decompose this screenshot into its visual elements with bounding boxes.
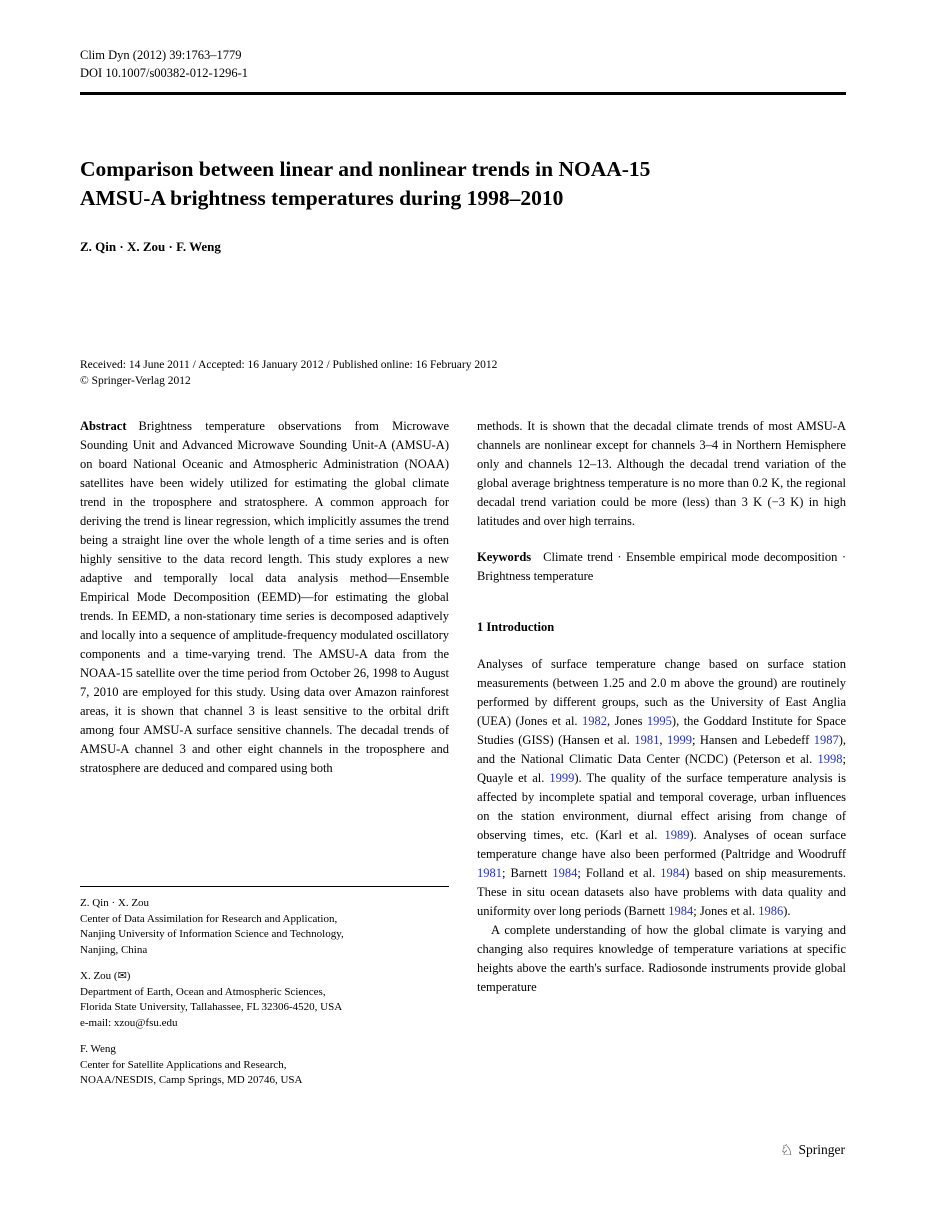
text-run: ), and the National Climatic Data Center (NCDC) (Peterson et al. (477, 732, 847, 766)
text-line: Department of Earth, Ocean and Atmospheric Sciences, (80, 985, 326, 998)
copyright-line: © Springer-Verlag 2012 (80, 374, 191, 387)
footnote-area (80, 886, 449, 1089)
authors-line: Z. Qin · X. Zou · F. Weng (80, 238, 221, 254)
citation-link[interactable]: 1999 (549, 770, 575, 785)
citation-link[interactable]: 1995 (646, 713, 672, 728)
keywords-text: Climate trend · Ensemble empirical mode decomposition · Brightness temperature (477, 549, 846, 583)
citation-link[interactable]: 1981 (477, 865, 502, 880)
abstract-text: Brightness temperature observations from Microwave Sounding Unit and Advanced Microwave Sounding Unit-A (AMSU-A) on board National Oceanic and Atmospheric Administration (NOAA) satellites have been widely utilized for estimating the global climate trend in the troposphere and stratosphere. A common approach for deriving the trend is linear regression, which implicitly assumes the trend being a straight line over the whole length of a time series and is often highly sensitive to the data record length. This study explores a new adaptive and temporally local data analysis method—Ensemble Empirical Mode Decomposition (EEMD)—for estimating the global trends. In EEMD, a non-stationary time series is decomposed adaptively and locally into a sequence of amplitude-frequency modulated oscillatory components and a time-varying trend. The AMSU-A data from the NOAA-15 satellite over the time period from October 26, 1998 to August 7, 2010 are employed for this study. Using data over Amazon rainforest areas, it is shown that channel 3 is least sensitive to the orbital drift among four AMSU-A surface sensitive channels. The decadal trends of AMSU-A channel 3 and other eight channels in the troposphere and stratosphere are deduced and compared using both (80, 418, 449, 775)
affiliation-block-3 (80, 1042, 449, 1089)
springer-knight-icon: ♘ (780, 1140, 794, 1159)
text-run: , Jones (607, 713, 647, 728)
keywords-label: Keywords (477, 549, 532, 564)
citation-link[interactable]: 1999 (666, 732, 692, 747)
text-run: , (659, 732, 667, 747)
text-line: Z. Qin · X. Zou (80, 897, 150, 909)
text-line: Nanjing, China (80, 943, 148, 956)
citation-link[interactable]: 1981 (634, 732, 660, 747)
text-run: ; Hansen and Lebedeff (691, 732, 814, 747)
text-run: ). The quality of the surface temperature analysis is affected by incomplete spatial and temporal coverage, urban influences on the station environment, diurnal effect arising from change of observing times, etc. (Karl et al. (477, 770, 846, 842)
text-line: Comparison between linear and nonlinear trends in NOAA-15 (80, 156, 651, 181)
text-run: Analyses of surface temperature change based on surface station measurements (between 1.25 and 2.0 m above the ground) are routinely performed by different groups, such as the University of East Anglia (UEA) (Jones et al. (477, 656, 846, 728)
text-run: ). (783, 903, 791, 918)
springer-wordmark: Springer (798, 1142, 845, 1157)
received-accepted-line: Received: 14 June 2011 / Accepted: 16 January 2012 / Published online: 16 February 2012 (80, 358, 498, 371)
text-line: Center for Satellite Applications and Research, (80, 1058, 287, 1071)
affiliation-block-2 (80, 969, 449, 1031)
text-run: ; Barnett (502, 865, 553, 880)
text-line: F. Weng (80, 1043, 116, 1055)
doi-line: DOI 10.1007/s00382-012-1296-1 (80, 66, 249, 80)
intro-paragraph-2: A complete understanding of how the global climate is varying and changing also requires knowledge of temperature variations at specific heights above the earth's surface. Radiosonde instruments provide global temperature (477, 922, 846, 994)
abstract-continuation: methods. It is shown that the decadal climate trends of most AMSU-A channels are nonlinear except for channels 3–4 in Northern Hemisphere only and channels 12–13. Although the decadal trend variation of the global average brightness temperature is no more than 0.2 K, the regional decadal trend variation could be more (less) than 3 K (−3 K) in high latitudes and over high terrains. (477, 418, 846, 528)
dates-block (80, 357, 846, 389)
text-run: ). Analyses of ocean surface temperature change have also been performed (Paltridge and Woodruff (477, 827, 846, 861)
intro-paragraph-1 (477, 655, 846, 921)
footnote-separator (80, 886, 449, 887)
citation-link[interactable]: 1984 (668, 903, 694, 918)
citation-link[interactable]: 1984 (660, 865, 686, 880)
header-rule (80, 92, 846, 95)
section-heading-introduction: 1 Introduction (477, 619, 555, 634)
text-line: e-mail: xzou@fsu.edu (80, 1016, 178, 1029)
springer-logo (780, 1142, 845, 1158)
left-column (80, 417, 449, 1089)
text-run: ; Jones et al. (693, 903, 759, 918)
text-line: Nanjing University of Information Science and Technology, (80, 928, 344, 940)
citation-link[interactable]: 1987 (813, 732, 839, 747)
abstract-label: Abstract (80, 418, 127, 433)
journal-header (80, 0, 846, 82)
page-content (80, 0, 846, 1089)
journal-ref: Clim Dyn (2012) 39:1763–1779 (80, 48, 242, 62)
affiliation-block-1 (80, 896, 449, 958)
text-run: ; Folland et al. (577, 865, 661, 880)
citation-link[interactable]: 1998 (817, 751, 843, 766)
text-run: ; Quayle et al. (477, 751, 846, 785)
citation-link[interactable]: 1989 (664, 827, 690, 842)
text-line: NOAA/NESDIS, Camp Springs, MD 20746, USA (80, 1074, 303, 1086)
text-line: X. Zou (✉) (80, 970, 131, 982)
two-column-body (80, 417, 846, 1089)
citation-link[interactable]: 1984 (552, 865, 578, 880)
keywords-paragraph (477, 548, 846, 586)
citation-link[interactable]: 1986 (758, 903, 784, 918)
text-run: ) based on ship measurements. These in situ ocean datasets also have problems with data quality and uniformity over long periods (Barnett (477, 865, 847, 918)
text-line: Florida State University, Tallahassee, FL 32306-4520, USA (80, 1001, 343, 1013)
abstract-paragraph (80, 417, 449, 778)
right-column (477, 417, 846, 1089)
article-title (80, 155, 846, 213)
text-line: Center of Data Assimilation for Research and Application, (80, 912, 338, 925)
text-run: ), the Goddard Institute for Space Studies (GISS) (Hansen et al. (477, 713, 847, 747)
text-line: AMSU-A brightness temperatures during 1998–2010 (80, 185, 564, 210)
citation-link[interactable]: 1982 (582, 713, 608, 728)
